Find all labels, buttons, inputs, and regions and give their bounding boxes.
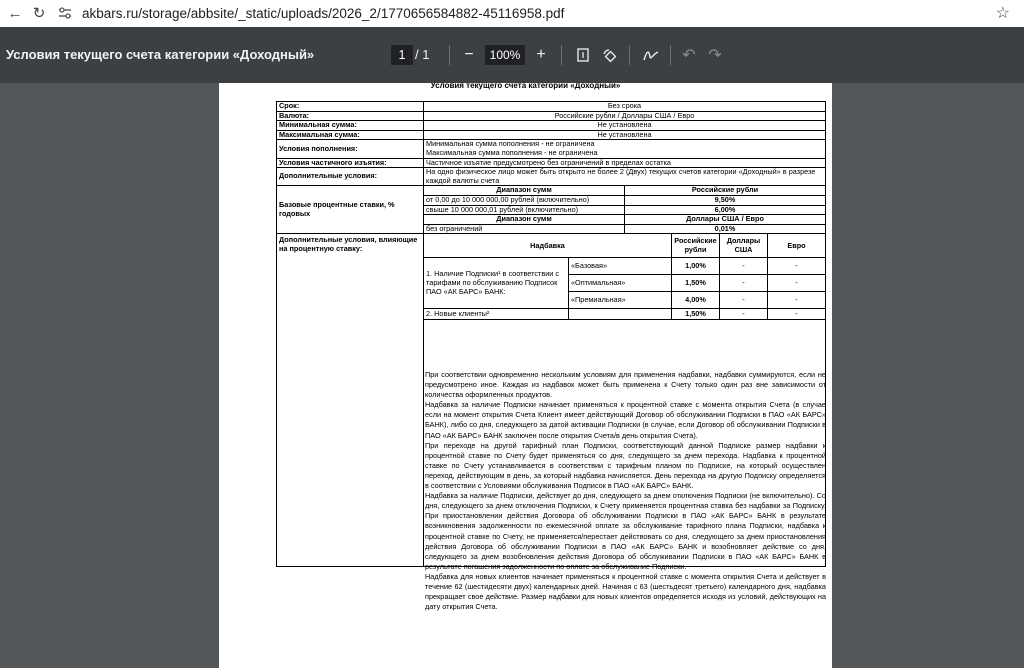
note-paragraph: При соответствии одновременно нескольким условиям для применения надбавки, надбавки суммируются, если не предусмотрено иное. Каждая из надбавок может быть применена к Счету только один раз вне зависимости от количества оформленных продуктов. (425, 370, 826, 400)
tier-eur: - (768, 258, 826, 275)
rate-range: от 0,00 до 10 000 000,00 рублей (включительно) (424, 195, 625, 205)
bookmark-star-icon[interactable]: ☆ (995, 5, 1010, 22)
tier-usd: - (720, 292, 768, 309)
rate-range: без ограничений (424, 224, 625, 234)
tier-eur: - (768, 292, 826, 309)
table-row (277, 186, 826, 234)
zoom-level-input[interactable]: 100% (485, 45, 525, 65)
tier-name: «Оптимальная» (569, 275, 672, 292)
undo-icon[interactable]: ↶ (682, 47, 696, 64)
table-row (277, 168, 826, 186)
annotate-pen-icon[interactable] (642, 44, 660, 66)
row-value (424, 140, 826, 158)
table-row (277, 111, 826, 121)
bonus-header: Надбавка (424, 234, 672, 258)
note-paragraph: Надбавка для новых клиентов начинает применяться к процентной ставке с момента открытия Счета и действует в течение 62 (шестидесяти двух) календарных дней. Начиная с 63 (шестьдесят третьего) календарного дня, надбавка прекращает свое действие. Размер надбавки для новых клиентов определяется исходя из условий, действующих на дату открытия Счета. (425, 571, 826, 612)
row-value: Не установлена (424, 121, 826, 131)
new-clients-eur: - (768, 309, 826, 320)
pdf-toolbar (0, 27, 1024, 83)
row-value: Частичное изъятие предусмотрено без ограничений в пределах остатка (424, 158, 826, 168)
redo-icon[interactable]: ↷ (708, 47, 722, 64)
url-text[interactable]: akbars.ru/storage/abbsite/_static/uploads/2026_2/1770656584882-45116958.pdf (82, 5, 565, 21)
row-value: Российские рубли / Доллары США / Евро (424, 111, 826, 121)
pdf-page (219, 83, 832, 668)
rate-value: 9,50% (625, 195, 826, 205)
rates-table (423, 185, 826, 234)
site-info-icon[interactable] (54, 7, 76, 19)
new-clients-usd: - (720, 309, 768, 320)
tier-rub: 1,50% (672, 275, 720, 292)
row-label: Условия частичного изъятия: (277, 158, 424, 168)
rub-header: Российские рубли (625, 186, 826, 196)
pdf-viewer[interactable] (0, 83, 1024, 668)
range-header: Диапазон сумм (424, 186, 625, 196)
row-value: Не установлена (424, 130, 826, 140)
pdf-title: Условия текущего счета категории «Доходный» (6, 47, 315, 62)
zoom-in-button[interactable]: + (536, 46, 546, 63)
notes-text (425, 370, 826, 612)
back-arrow-icon[interactable]: ← (7, 4, 23, 22)
toolbar-divider (629, 45, 630, 65)
rates-cell (424, 186, 826, 234)
tier-rub: 4,00% (672, 292, 720, 309)
tier-name: «Премиальная» (569, 292, 672, 309)
topup-line: Минимальная сумма пополнения - не ограничена (426, 139, 595, 149)
fit-page-icon[interactable] (574, 44, 592, 66)
row-label: Дополнительные условия: (277, 168, 424, 186)
new-clients-rub: 1,50% (672, 309, 720, 320)
empty-cell (569, 309, 672, 320)
page-number-input[interactable]: 1 (391, 45, 413, 65)
toolbar-divider (670, 45, 671, 65)
fx-header: Доллары США / Евро (625, 215, 826, 225)
rate-value: 0,01% (625, 224, 826, 234)
subscription-label: 1. Наличие Подписки¹ в соответствии с тарифами по обслуживанию Подписок ПАО «АК БАРС» БАНК: (424, 258, 569, 309)
range-header: Диапазон сумм (424, 215, 625, 225)
table-row (277, 121, 826, 131)
table-row (277, 140, 826, 158)
note-paragraph: При переходе на другой тарифный план Подписки, соответствующий данной Подписке размер надбавки к процентной ставке по Счету будет применяться со дня, следующего за днем перехода. Надбавка к процентной ставке по Счету устанавливается в соответствии с тарифным планом по Подписке, на который осуществлен переход, действующим в день, за который надбавка начисляется. День перехода на другую Подписку определяется в соответствии с Условиями обслуживания Подписок в ПАО «АК БАРС» БАНК. (425, 440, 826, 491)
rate-range: свыше 10 000 000,01 рублей (включительно) (424, 205, 625, 215)
tier-name: «Базовая» (569, 258, 672, 275)
address-bar[interactable] (54, 2, 984, 24)
toolbar-divider (449, 45, 450, 65)
row-value: Без срока (424, 102, 826, 112)
row-label: Дополнительные условия, влияющие на процентную ставку: (277, 234, 424, 567)
toolbar-divider (561, 45, 562, 65)
tier-usd: - (720, 258, 768, 275)
reload-icon[interactable]: ↻ (32, 5, 46, 22)
rotate-icon[interactable] (600, 44, 618, 66)
tier-usd: - (720, 275, 768, 292)
row-label: Валюта: (277, 111, 424, 121)
topup-line: Максимальная сумма пополнения - не ограничена (426, 147, 598, 157)
row-label: Базовые процентные ставки, % годовых (277, 186, 424, 234)
page-total: / 1 (415, 47, 430, 62)
row-label: Минимальная сумма: (277, 121, 424, 131)
eur-col-header: Евро (768, 234, 826, 258)
row-label: Срок: (277, 102, 424, 112)
rub-col-header: Российские рубли (672, 234, 720, 258)
row-label: Максимальная сумма: (277, 130, 424, 140)
new-clients-label: 2. Новые клиенты² (424, 309, 569, 320)
zoom-out-button[interactable]: − (464, 46, 474, 63)
note-paragraph: Надбавка за наличие Подписки начинает применяться к процентной ставке с момента открытия Счета (в случае если на момент открытия Счета Клиент имеет действующий Договор об обслуживании Подписки в ПАО «АК БАРС» БАНК), либо со дня, следующего за датой активации Подписки (в случае, если Договор об обслуживании Подписки в ПАО «АК БАРС» БАНК заключен после открытия Счета/в день открытия Счета). (425, 400, 826, 440)
rate-value: 6,00% (625, 205, 826, 215)
usd-col-header: Доллары США (720, 234, 768, 258)
tier-rub: 1,00% (672, 258, 720, 275)
row-label: Условия пополнения: (277, 140, 424, 158)
tier-eur: - (768, 275, 826, 292)
document-title: Условия текущего счета категории «Доходный» (430, 83, 621, 90)
bonus-table (423, 233, 826, 320)
row-value: На одно физическое лицо может быть открыто не более 2 (Двух) текущих счетов категории «Доходный» в разрезе каждой валюты счета (424, 168, 826, 186)
browser-bar (0, 0, 1024, 27)
note-paragraph: Надбавка за наличие Подписки, действует до дня, следующего за днем отключения Подписки (не включительно). Со дня, следующего за днем отключения Подписки, к Счету применяется процентная ставка без надбавки за Подписку. При приостановлении действия Договора об обслуживании Подписки в ПАО «АК БАРС» БАНК в результате возникновения задолженности по ежемесячной оплате за обслуживание тарифного плана Подписки, надбавка к процентной ставке по Счету, не применяется/перестает действовать со дня, следующего за днем приостановления действия Договора об обслуживании Подписки в ПАО «АК БАРС» БАНК и возобновляет действие со дня, следующего за днем возобновления действия Договора об обслуживании Подписки в ПАО «АК БАРС» БАНК в результате погашения задолженности по оплате за обслуживание Подписки. (425, 491, 826, 571)
table-row (277, 102, 826, 112)
